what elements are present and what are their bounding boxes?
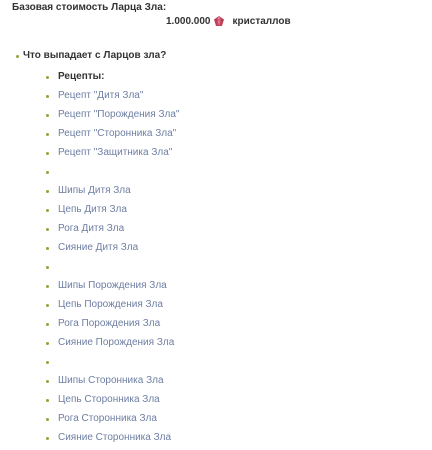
list-bullet xyxy=(46,190,49,193)
list-item-link[interactable]: Рецепт "Порождения Зла" xyxy=(58,109,180,120)
recipes-bullet xyxy=(46,76,49,79)
list-bullet xyxy=(46,114,49,117)
list-item-link[interactable]: Цепь Порождения Зла xyxy=(58,299,163,310)
list-bullet xyxy=(46,304,49,307)
section-bullet xyxy=(16,55,19,58)
list-bullet xyxy=(46,399,49,402)
price-amount: 1.000.000 xyxy=(166,15,211,27)
list-item-link[interactable]: Рога Порождения Зла xyxy=(58,318,161,329)
list-bullet xyxy=(46,95,49,98)
list-bullet xyxy=(46,247,49,250)
list-item-link[interactable]: Сияние Дитя Зла xyxy=(58,242,139,253)
empty-bullet xyxy=(46,266,49,269)
list-item-link[interactable]: Рога Дитя Зла xyxy=(58,223,125,234)
list-bullet xyxy=(46,323,49,326)
list-bullet xyxy=(46,152,49,155)
drops-question: Что выпадает с Ларцов зла? xyxy=(23,50,167,61)
list-item-link[interactable]: Шипы Дитя Зла xyxy=(58,185,131,196)
price-title: Базовая стоимость Ларца Зла: xyxy=(12,2,167,13)
list-item-link[interactable]: Сияние Сторонника Зла xyxy=(58,432,172,443)
recipes-heading: Рецепты: xyxy=(58,71,105,82)
list-bullet xyxy=(46,380,49,383)
list-item-link[interactable]: Рецепт "Защитника Зла" xyxy=(58,147,173,158)
list-bullet xyxy=(46,285,49,288)
price-unit: кристаллов xyxy=(232,15,291,27)
list-bullet xyxy=(46,418,49,421)
list-bullet xyxy=(46,209,49,212)
list-item-link[interactable]: Рецепт "Дитя Зла" xyxy=(58,90,144,101)
list-item-link[interactable]: Шипы Сторонника Зла xyxy=(58,375,164,386)
list-item-link[interactable]: Сияние Порождения Зла xyxy=(58,337,175,348)
empty-bullet xyxy=(46,171,49,174)
list-bullet xyxy=(46,342,49,345)
price-line xyxy=(166,15,291,27)
list-bullet xyxy=(46,133,49,136)
empty-bullet xyxy=(46,361,49,364)
crystal-gem-icon xyxy=(213,15,225,27)
list-item-link[interactable]: Рецепт "Сторонника Зла" xyxy=(58,128,177,139)
list-item-link[interactable]: Цепь Сторонника Зла xyxy=(58,394,160,405)
list-item-link[interactable]: Рога Сторонника Зла xyxy=(58,413,157,424)
list-item-link[interactable]: Шипы Порождения Зла xyxy=(58,280,167,291)
list-bullet xyxy=(46,228,49,231)
list-bullet xyxy=(46,437,49,440)
list-item-link[interactable]: Цепь Дитя Зла xyxy=(58,204,127,215)
